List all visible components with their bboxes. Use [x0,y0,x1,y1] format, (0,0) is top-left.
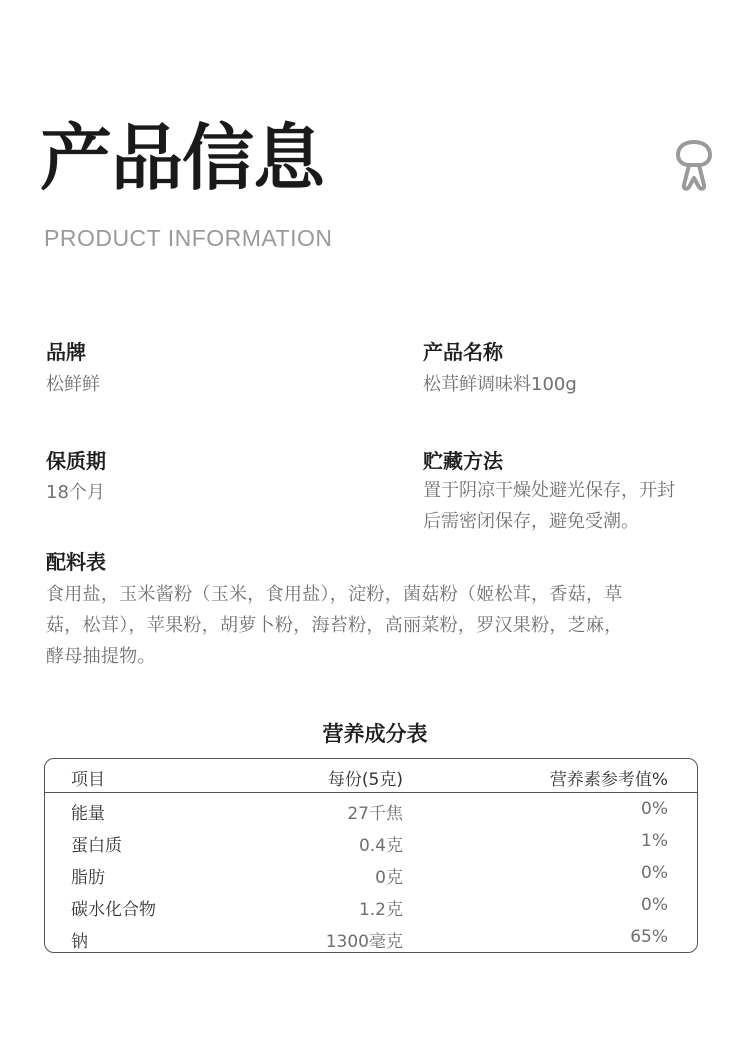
mushroom-logo-icon [674,138,714,192]
row-amount: 1300毫克 [325,932,403,952]
shelf-life-value: 18个月 [46,482,105,503]
ingredients-line: 酵母抽提物。 [46,646,156,667]
header-nrv: 营养素参考值% [549,770,668,790]
ingredients-line: 食用盐，玉米酱粉（玉米，食用盐），淀粉，菌菇粉（姬松茸，香菇，草 [46,584,623,605]
table-row [45,793,697,825]
brand-value: 松鲜鲜 [46,374,100,395]
ingredients-line: 菇，松茸），苹果粉，胡萝卜粉，海苔粉，高丽菜粉，罗汉果粉，芝麻， [46,615,623,636]
brand-label: 品牌 [46,340,86,364]
ingredients-value [46,579,623,672]
row-nrv: 0% [641,863,668,883]
product-name-value: 松茸鲜调味料100g [423,374,577,395]
row-amount: 0.4克 [358,836,403,856]
nutrition-table-header [45,759,697,793]
page-subtitle: PRODUCT INFORMATION [44,225,333,251]
header-item: 项目 [71,770,105,790]
row-item: 碳水化合物 [71,900,156,920]
nutrition-table [44,758,698,953]
table-row [45,857,697,889]
shelf-life-label: 保质期 [46,449,106,473]
table-row [45,825,697,857]
storage-value [423,475,675,537]
row-item: 钠 [71,932,88,952]
product-name-label: 产品名称 [423,340,503,364]
storage-label: 贮藏方法 [423,449,503,473]
storage-line: 后需密闭保存，避免受潮。 [423,511,639,532]
row-item: 蛋白质 [71,836,122,856]
ingredients-label: 配料表 [46,550,106,574]
row-nrv: 1% [641,831,668,851]
row-nrv: 0% [641,799,668,819]
row-nrv: 65% [630,927,668,947]
table-row [45,889,697,921]
nutrition-table-title: 营养成分表 [322,722,428,746]
storage-line: 置于阴凉干燥处避光保存，开封 [423,480,675,501]
row-item: 脂肪 [71,868,105,888]
page-title: 产品信息 [40,116,325,200]
row-amount: 1.2克 [358,900,403,920]
row-nrv: 0% [641,895,668,915]
header-per-serving: 每份(5克) [327,770,403,790]
table-row [45,921,697,953]
row-amount: 0克 [375,868,403,888]
row-amount: 27千焦 [347,804,403,824]
row-item: 能量 [71,804,105,824]
